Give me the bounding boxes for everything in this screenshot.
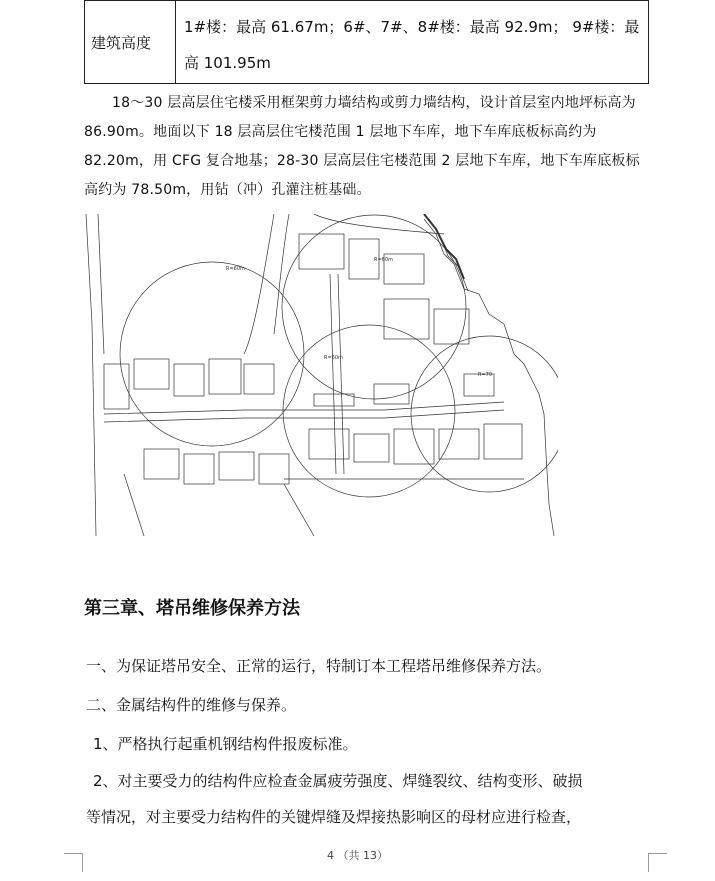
- table-label-cell: 建筑高度: [85, 1, 176, 84]
- crane-radius-circle: [283, 325, 455, 497]
- crane-radius-circle: [120, 262, 304, 446]
- list-item: 1、严格执行起重机钢结构件报废标准。: [93, 735, 358, 753]
- crane-radius-circle: [411, 336, 558, 492]
- radius-label: R=60m: [324, 355, 343, 361]
- radius-label: R=60m: [226, 266, 245, 272]
- structure-paragraph: 18～30 层高层住宅楼采用框架剪力墙结构或剪力墙结构，设计首层室内地坪标高为 86.90m。地面以下 18 层高层住宅楼范围 1 层地下车库，地下车库底板标高约为 82.20m，用 CFG 复合地基；28-30 层高层住宅楼范围 2 层地下车库，地下车库底板标高约为 78.50m，用钻（冲）孔灌注桩基础。: [84, 95, 640, 198]
- site-plan-drawing: [84, 214, 558, 538]
- list-item: 等情况，对主要受力结构件的关键焊缝及焊接热影响区的母材应进行检查，: [86, 808, 582, 826]
- table-value-cell: 1#楼：最高 61.67m；6#、7#、8#楼：最高 92.9m； 9#楼：最高 101.95m: [176, 1, 649, 84]
- radius-label: R=60m: [374, 257, 393, 263]
- crane-radius-circle: [282, 215, 466, 399]
- table-row: [85, 1, 649, 84]
- chapter-heading: 第三章、塔吊维修保养方法: [84, 598, 300, 619]
- list-item: 一、为保证塔吊安全、正常的运行，特制订本工程塔吊维修保养方法。: [86, 657, 552, 675]
- page-number: 4 （共 13）: [327, 849, 388, 862]
- building-height-table: [84, 0, 649, 84]
- radius-label: R=70: [478, 372, 493, 378]
- list-item: 二、金属结构件的维修与保养。: [86, 696, 297, 714]
- site-plan-svg: [84, 214, 558, 538]
- list-item: 2、对主要受力的结构件应检查金属疲劳强度、焊缝裂纹、结构变形、破损: [93, 772, 583, 790]
